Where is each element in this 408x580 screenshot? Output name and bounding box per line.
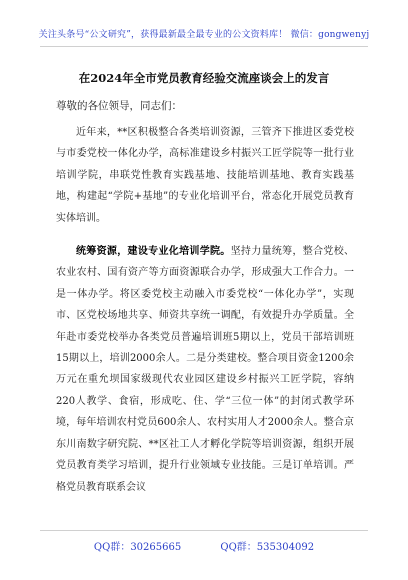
paragraph-2 xyxy=(56,241,354,498)
paragraph-1 xyxy=(56,122,354,229)
paragraph-2-text: 坚持力量统筹，整合党校、农业农村、国有资产等方面资源联合办学，形成强大工作合力。一是一体办学。将区委党校主动融入市委党校“一体化办学”，实现市、区党校场地共享、师资共享统一调配，有效提升办学质量。全年赴市委党校举办各类党员普遍培训班5期以上，党员干部培训班15期以上，培训2000余人。二是分类建校。整合项目资金1200余万元在重允坝国家级现代农业园区建设乡村振兴工匠学院，容纳220人教学、食宿，形成吃、住、学“三位一体”的封闭式教学环境，每年培训农村党员600余人、农村实用人才2000余人。整合京东川南数字研究院、**区社工人才孵化学院等培训资源，组织开展党员教育类学习培训，提升行业领域专业技能。三是订单培训。严格党员教育联系会议 xyxy=(56,246,355,493)
header-divider xyxy=(40,46,368,47)
page-header: 关注头条号“公文研究”，获得最新最全最专业的公文资料库！ 微信：gongwenyj xyxy=(38,30,370,40)
salutation: 尊敬的各位领导，同志们： xyxy=(56,100,182,112)
paragraph-2-lead: 统筹资源，建设专业化培训学院。 xyxy=(76,246,231,258)
paragraph-1-text: 近年来，**区积极整合各类培训资源，三管齐下推进区委党校与市委党校一体化办学，高标准建设乡村振兴工匠学院等一批行业培训学院，串联党性教育实践基地、技能培训基地、教育实践基地，构建起“学院+基地”的专业化培训平台，常态化开展党员教育实体培训。 xyxy=(56,127,354,224)
page-footer xyxy=(0,538,408,553)
document-title: 在2024年全市党员教育经验交流座谈会上的发言 xyxy=(78,71,330,85)
footer-qq-group-1: QQ群：30265665 xyxy=(93,542,182,553)
document-body xyxy=(56,122,354,510)
footer-qq-group-2: QQ群：535304092 xyxy=(220,542,315,553)
footer-divider xyxy=(40,530,368,531)
